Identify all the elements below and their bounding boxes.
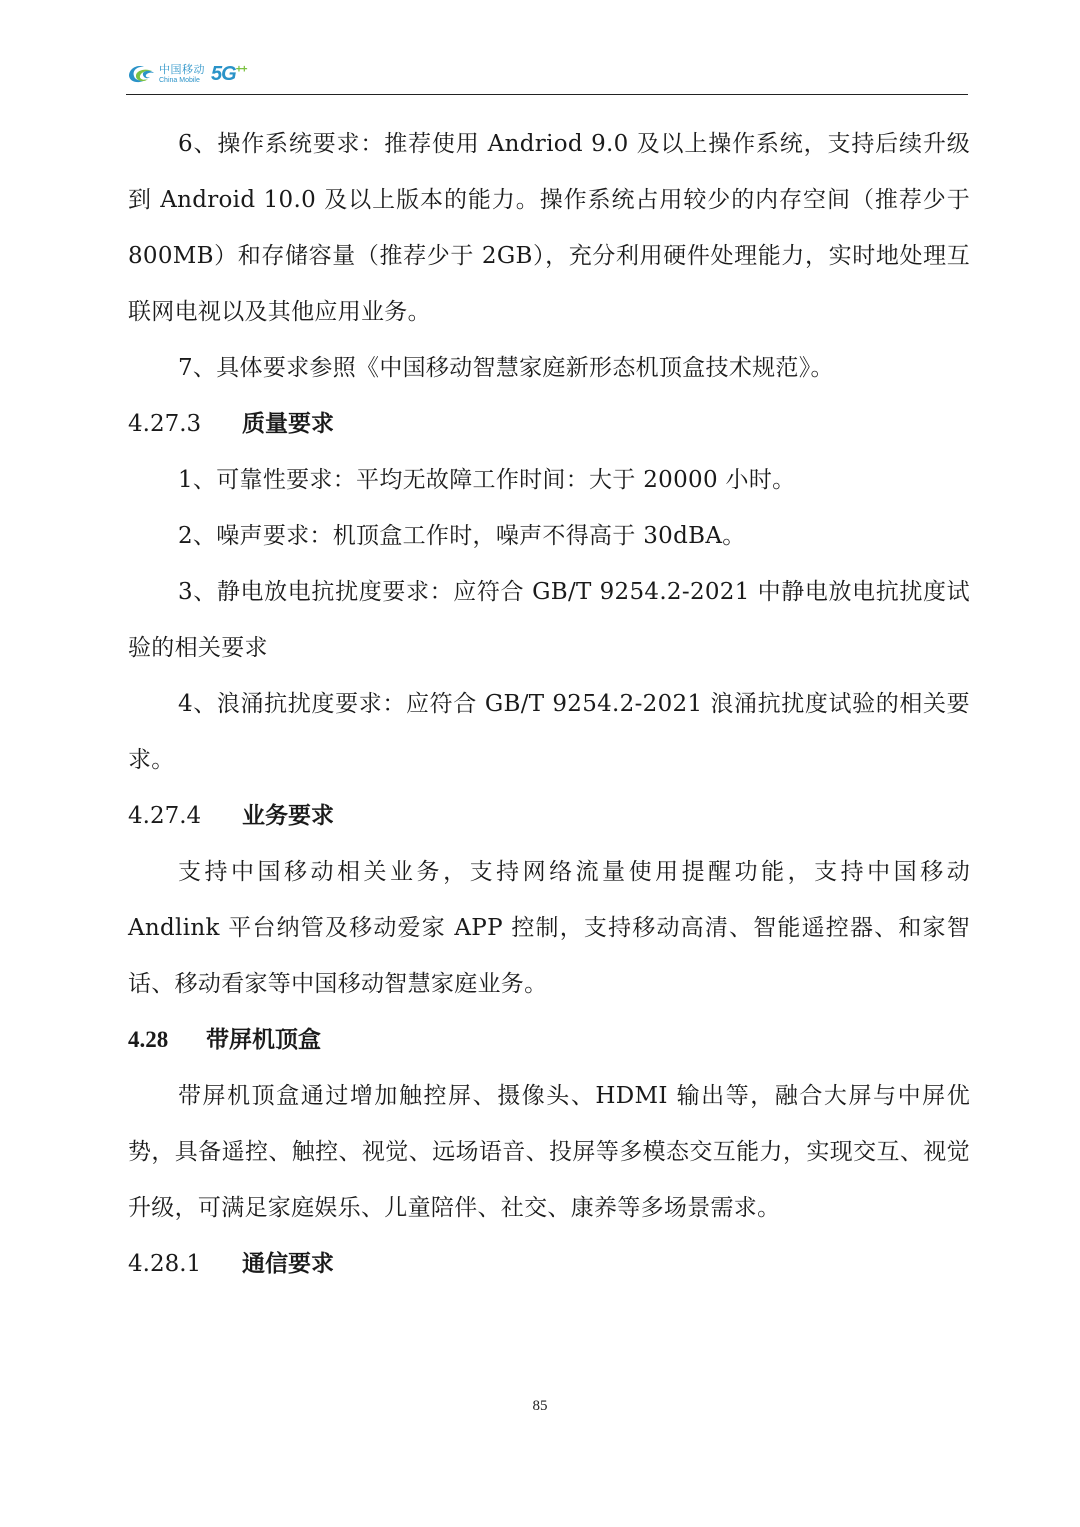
paragraph-esd: 3、静电放电抗扰度要求：应符合 GB/T 9254.2-2021 中静电放电抗扰度试验的相关要求: [128, 579, 970, 661]
paragraph-screen-stb: 带屏机顶盒通过增加触控屏、摄像头、HDMI 输出等，融合大屏与中屏优势，具备遥控、触控、视觉、远场语音、投屏等多模态交互能力，实现交互、视觉升级，可满足家庭娱乐、儿童陪伴、社交、康养等多场景需求。: [128, 1083, 970, 1221]
logo-5g-text: 5G: [211, 62, 236, 85]
china-mobile-logo-icon: [126, 60, 156, 88]
header-divider: [126, 94, 968, 95]
section-heading-screen-stb: [128, 1012, 970, 1068]
section-number: 4.28: [128, 1027, 169, 1052]
section-number: 4.27.3: [128, 411, 202, 437]
paragraph-spec-reference: 7、具体要求参照《中国移动智慧家庭新形态机顶盒技术规范》。: [178, 355, 834, 381]
page-header: [126, 58, 968, 96]
paragraph-reliability: 1、可靠性要求：平均无故障工作时间：大于 20000 小时。: [178, 467, 796, 493]
section-number: 4.28.1: [128, 1251, 202, 1277]
page-number: 85: [532, 1398, 548, 1414]
paragraph-surge: 4、浪涌抗扰度要求：应符合 GB/T 9254.2-2021 浪涌抗扰度试验的相关要求。: [128, 691, 970, 773]
section-heading-quality: [128, 396, 970, 452]
logo-plus-text: ++: [235, 62, 247, 75]
logo-5g-mark: [211, 63, 247, 86]
section-title: 业务要求: [242, 802, 334, 829]
logo-english-name: China Mobile: [159, 77, 200, 84]
section-title: 质量要求: [242, 410, 334, 437]
china-mobile-logo: [126, 60, 247, 88]
paragraph-noise: 2、噪声要求：机顶盒工作时，噪声不得高于 30dBA。: [178, 523, 746, 549]
section-heading-business: [128, 788, 970, 844]
paragraph-business: 支持中国移动相关业务，支持网络流量使用提醒功能，支持中国移动 Andlink 平台纳管及移动爱家 APP 控制，支持移动高清、智能遥控器、和家智话、移动看家等中国移动智慧家庭业务。: [128, 859, 970, 997]
logo-chinese-name: 中国移动: [159, 63, 205, 76]
paragraph-os-requirement: 6、操作系统要求：推荐使用 Andriod 9.0 及以上操作系统，支持后续升级到 Android 10.0 及以上版本的能力。操作系统占用较少的内存空间（推荐少于 800MB）和存储容量（推荐少于 2GB），充分利用硬件处理能力，实时地处理互联网电视以及其他应用业务。: [128, 131, 970, 325]
section-title: 带屏机顶盒: [206, 1026, 321, 1053]
document-body: [128, 116, 970, 1292]
logo-wordmark: [159, 64, 205, 84]
section-number: 4.27.4: [128, 803, 202, 829]
section-heading-communication: [128, 1236, 970, 1292]
section-title: 通信要求: [242, 1250, 334, 1277]
